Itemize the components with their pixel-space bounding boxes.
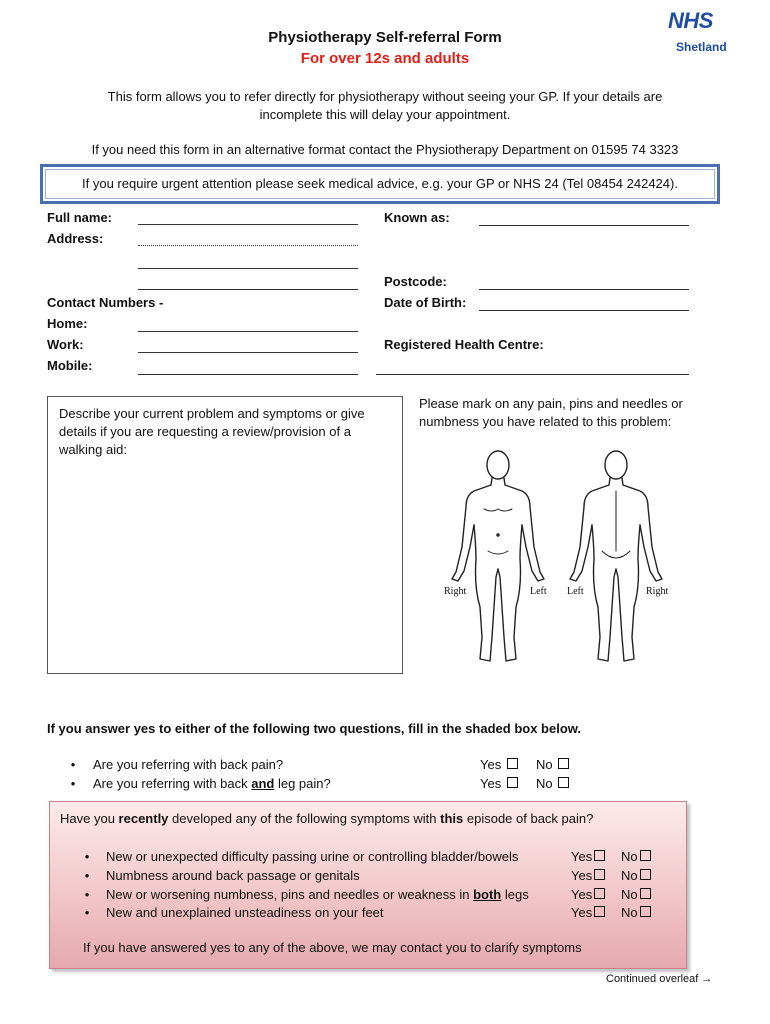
- back-right-label: Right: [646, 586, 669, 597]
- questions-intro: If you answer yes to either of the following two questions, fill in the shaded box below.: [47, 721, 582, 736]
- s3-no-label: No: [621, 887, 638, 902]
- question-back-leg-pain: [93, 776, 331, 791]
- s1-no-option[interactable]: [621, 849, 651, 864]
- s3-post: legs: [501, 887, 529, 902]
- q1-yes-checkbox[interactable]: [507, 758, 518, 769]
- alt-format-text: If you need this form in an alternative format contact the Physiotherapy Department on 01595 74 3323: [91, 142, 679, 157]
- symptom-unsteadiness: New and unexplained unsteadiness on your feet: [106, 905, 384, 920]
- q2-yes-label: Yes: [480, 776, 502, 791]
- body-front-figure: [452, 451, 544, 661]
- full-name-label: Full name:: [47, 210, 113, 225]
- front-right-label: Right: [444, 586, 467, 597]
- s1-yes-option[interactable]: [571, 849, 605, 864]
- s4-yes-label: Yes: [571, 905, 593, 920]
- nhs-shetland-logo: [668, 8, 728, 58]
- address-field-1[interactable]: [138, 245, 358, 246]
- heading-mid: developed any of the following symptoms with: [168, 811, 441, 826]
- postcode-label: Postcode:: [384, 274, 447, 289]
- date-of-birth-field[interactable]: [479, 310, 689, 311]
- s2-yes-label: Yes: [571, 868, 593, 883]
- mobile-phone-field[interactable]: [138, 374, 358, 375]
- bullet-icon: •: [84, 905, 90, 920]
- q1-yes-label: Yes: [480, 757, 502, 772]
- s2-yes-checkbox[interactable]: [594, 869, 605, 880]
- body-back-figure: [570, 451, 662, 661]
- front-left-label: Left: [530, 586, 547, 597]
- shaded-footer: If you have answered yes to any of the above, we may contact you to clarify symptoms: [83, 940, 582, 955]
- heading-bold-this: this: [440, 811, 464, 826]
- q1-no-label: No: [536, 757, 553, 772]
- s4-no-checkbox[interactable]: [640, 906, 651, 917]
- bullet-icon: •: [84, 849, 90, 864]
- bullet-icon: •: [84, 887, 90, 902]
- s4-yes-option[interactable]: [571, 905, 605, 920]
- home-phone-label: Home:: [47, 316, 88, 331]
- s2-yes-option[interactable]: [571, 868, 605, 883]
- s3-pre: New or worsening numbness, pins and needles or weakness in: [106, 887, 474, 902]
- s1-no-label: No: [621, 849, 638, 864]
- q2-text-post: leg pain?: [274, 776, 331, 791]
- logo-nhs-text: NHS: [668, 8, 713, 33]
- intro-line-2: incomplete this will delay your appointment.: [259, 107, 511, 122]
- bullet-icon: •: [70, 757, 76, 772]
- q1-no-option[interactable]: [536, 757, 569, 772]
- s2-no-checkbox[interactable]: [640, 869, 651, 880]
- full-name-field[interactable]: [138, 224, 358, 225]
- s3-yes-checkbox[interactable]: [594, 888, 605, 899]
- s1-no-checkbox[interactable]: [640, 850, 651, 861]
- q2-no-option[interactable]: [536, 776, 569, 791]
- s1-yes-label: Yes: [571, 849, 593, 864]
- postcode-field[interactable]: [479, 289, 689, 290]
- s4-yes-checkbox[interactable]: [594, 906, 605, 917]
- known-as-field[interactable]: [479, 225, 689, 226]
- logo-shetland-text: Shetland: [676, 40, 727, 54]
- address-field-2[interactable]: [138, 268, 358, 269]
- body-map-diagram[interactable]: [436, 447, 686, 672]
- known-as-label: Known as:: [384, 210, 450, 225]
- page-title: Physiotherapy Self-referral Form: [268, 29, 502, 46]
- q2-yes-checkbox[interactable]: [507, 777, 518, 788]
- q2-no-label: No: [536, 776, 553, 791]
- s2-no-option[interactable]: [621, 868, 651, 883]
- bullet-icon: •: [84, 868, 90, 883]
- heading-bold-recently: recently: [118, 811, 169, 826]
- problem-description-label: Describe your current problem and symptoms or give details if you are requesting a review/provision of a walking aid:: [59, 406, 365, 457]
- date-of-birth-label: Date of Birth:: [384, 295, 467, 310]
- intro-line-1: This form allows you to refer directly for physiotherapy without seeing your GP. If your details are: [107, 89, 663, 104]
- s3-yes-label: Yes: [571, 887, 593, 902]
- s3-no-checkbox[interactable]: [640, 888, 651, 899]
- home-phone-field[interactable]: [138, 331, 358, 332]
- q2-text-bold: and: [251, 776, 275, 791]
- s4-no-label: No: [621, 905, 638, 920]
- mobile-phone-label: Mobile:: [47, 358, 93, 373]
- pain-map-instruction: Please mark on any pain, pins and needles or numbness you have related to this problem:: [419, 396, 683, 429]
- bullet-icon: •: [70, 776, 76, 791]
- s3-no-option[interactable]: [621, 887, 651, 902]
- symptom-numbness-saddle: Numbness around back passage or genitals: [106, 868, 360, 883]
- red-flag-symptoms-box: [49, 801, 687, 969]
- s2-no-label: No: [621, 868, 638, 883]
- s3-bold: both: [473, 887, 502, 902]
- s3-yes-option[interactable]: [571, 887, 605, 902]
- question-back-pain: Are you referring with back pain?: [93, 757, 284, 772]
- address-label: Address:: [47, 231, 104, 246]
- problem-description-box[interactable]: [47, 396, 403, 674]
- s4-no-option[interactable]: [621, 905, 651, 920]
- address-field-3[interactable]: [138, 289, 358, 290]
- symptom-leg-weakness: [106, 887, 529, 902]
- work-phone-label: Work:: [47, 337, 84, 352]
- q2-no-checkbox[interactable]: [558, 777, 569, 788]
- q2-yes-option[interactable]: [480, 776, 518, 791]
- q1-yes-option[interactable]: [480, 757, 518, 772]
- page-subtitle: For over 12s and adults: [300, 50, 470, 67]
- shaded-heading: [60, 811, 593, 826]
- q2-text-pre: Are you referring with back: [93, 776, 252, 791]
- heading-post: episode of back pain?: [463, 811, 594, 826]
- continued-overleaf: Continued overleaf →: [606, 973, 713, 985]
- urgent-notice-text: If you require urgent attention please seek medical advice, e.g. your GP or NHS 24 (Tel 08454 242424).: [82, 176, 678, 191]
- s1-yes-checkbox[interactable]: [594, 850, 605, 861]
- health-centre-label: Registered Health Centre:: [384, 337, 544, 352]
- work-phone-field[interactable]: [138, 352, 358, 353]
- contact-numbers-label: Contact Numbers -: [47, 295, 164, 310]
- health-centre-field[interactable]: [376, 374, 689, 375]
- heading-pre: Have you: [60, 811, 119, 826]
- back-left-label: Left: [567, 586, 584, 597]
- q1-no-checkbox[interactable]: [558, 758, 569, 769]
- urgent-notice-box: [40, 164, 720, 204]
- symptom-bladder: New or unexpected difficulty passing urine or controlling bladder/bowels: [106, 849, 519, 864]
